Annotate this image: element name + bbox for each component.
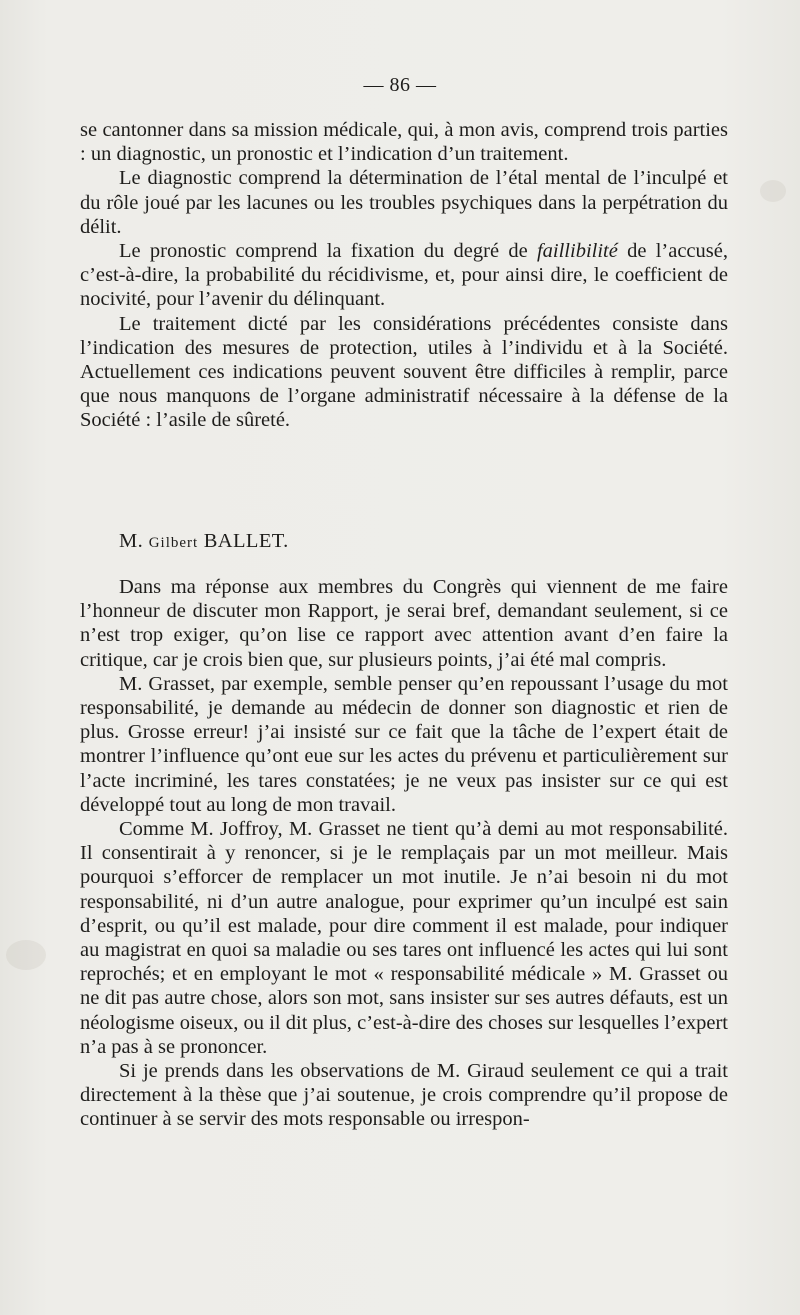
speaker-response-text bbox=[80, 575, 728, 1132]
paragraph: Si je prends dans les observations de M. Giraud seulement ce qui a trait directement à la thèse que j’ai soutenue, je crois comprendre qu’il propose de continuer à se servir des mots responsable ou irrespon- bbox=[80, 1060, 728, 1131]
paragraph: Dans ma réponse aux membres du Congrès qui viennent de me faire l’honneur de discuter mon Rapport, je serai bref, demandant seulement, si ce n’est trop exiger, qu’on lise ce rapport avec attention avant d’en faire la critique, car je crois bien que, sur plusieurs points, j’ai été mal compris. bbox=[80, 576, 728, 671]
report-conclusion-text bbox=[80, 118, 728, 433]
speaker-last-name: BALLET. bbox=[198, 530, 289, 552]
paper-stain bbox=[6, 940, 46, 970]
paragraph: Le diagnostic comprend la détermination de l’étal mental de l’inculpé et du rôle joué par les lacunes ou les troubles psychiques dans la perpétration du délit. bbox=[80, 167, 728, 238]
page-number: — 86 — bbox=[363, 74, 437, 96]
paper-stain bbox=[760, 180, 786, 202]
paragraph: se cantonner dans sa mission médicale, qui, à mon avis, comprend trois parties : un diagnostic, un pronostic et l’indication d’un traitement. bbox=[80, 119, 728, 166]
paragraph: Le traitement dicté par les considérations précédentes consiste dans l’indication des mesures de protection, utiles à l’individu et à la Société. Actuellement ces indications peuvent souvent être difficiles à remplir, parce que nous manquons de l’organe administratif nécessaire à la défense de la Société : l’asile de sûreté. bbox=[80, 312, 728, 432]
paragraph: M. Grasset, par exemple, semble penser qu’en repoussant l’usage du mot responsabilité, je demande au médecin de donner son diagnostic et rien de plus. Grosse erreur! j’ai insisté sur ce fait que la tâche de l’expert était de montrer l’influence qu’ont eue sur les actes du prévenu et particulièrement sur l’acte incriminé, les tares constatées; je ne veux pas insister sur ce qui est développé tout au long de mon travail. bbox=[80, 672, 728, 816]
paragraph: Comme M. Joffroy, M. Grasset ne tient qu’à demi au mot responsabilité. Il consentirait à y renoncer, si je le remplaçais par un mot meilleur. Mais pourquoi s’efforcer de remplacer un mot inutile. Je n’ai besoin ni du mot responsabilité, ni d’un autre analogue, pour exprimer qu’un inculpé est sain d’esprit, ou qu’il est malade, pour dire comment il est malade, pour indiquer au magistrat en quoi sa maladie ou ses tares ont influencé les actes qui lui sont reprochés; et en employant le mot « responsabilité médicale » M. Grasset ou ne dit pas autre chose, alors son mot, sans insister sur ses autres défauts, est un néologisme oiseux, ou il dit plus, c’est-à-dire des choses sur lesquelles l’expert n’a pas à se prononcer. bbox=[80, 818, 728, 1058]
paragraph: Le pronostic comprend la fixation du degré de faillibilité de l’accusé, c’est-à-dire, la probabilité du récidivisme, et, pour ainsi dire, le coefficient de nocivité, pour l’avenir du délinquant. bbox=[80, 240, 728, 311]
emphasis-term: faillibilité bbox=[536, 240, 618, 263]
speaker-first-name: Gilbert bbox=[148, 535, 199, 551]
speaker-heading: M. Gilbert BALLET. bbox=[119, 530, 289, 552]
